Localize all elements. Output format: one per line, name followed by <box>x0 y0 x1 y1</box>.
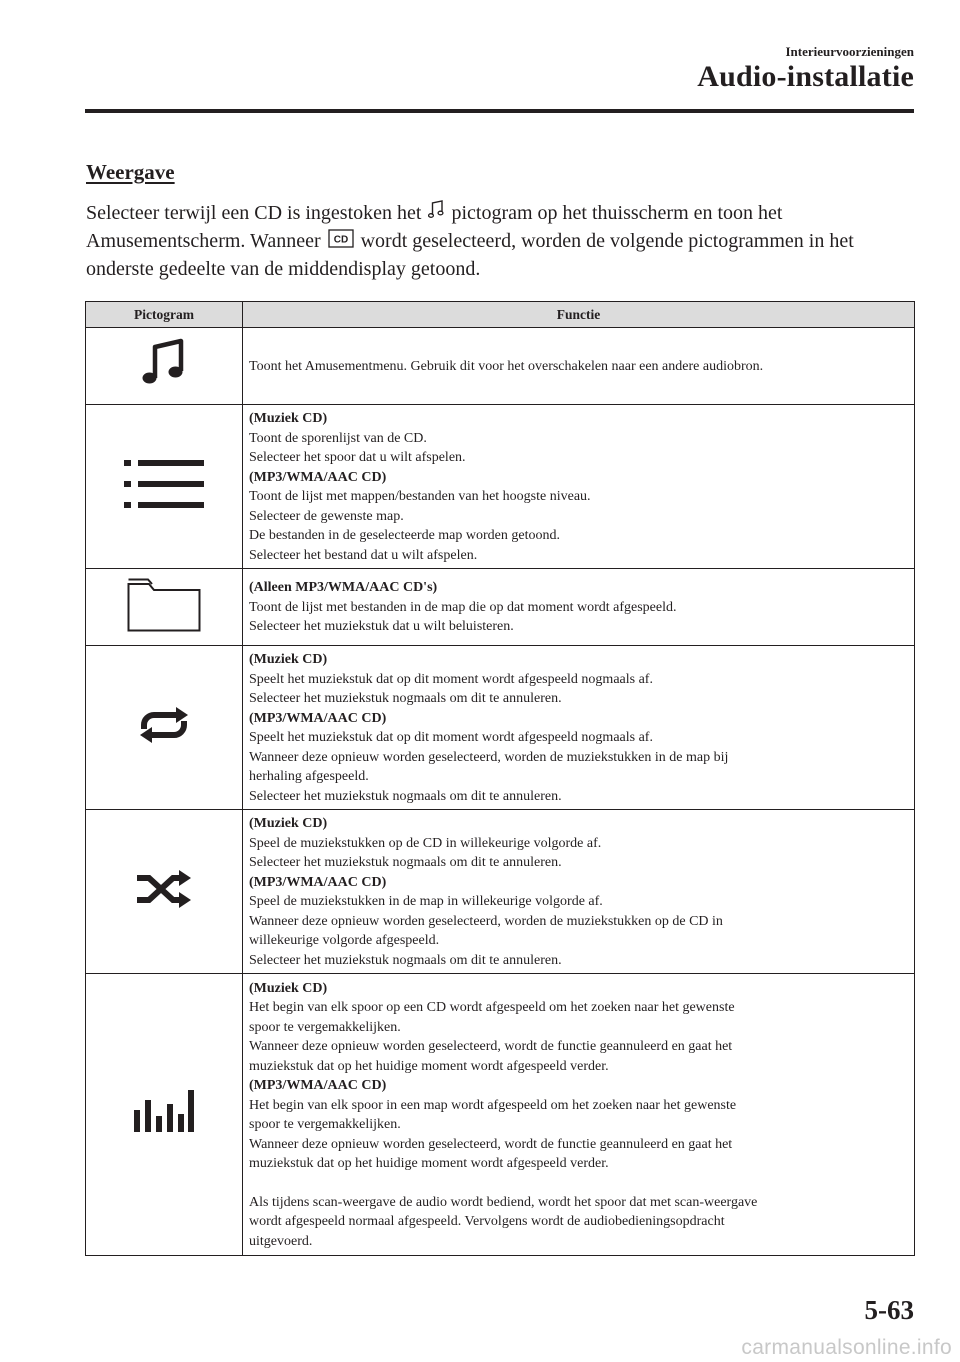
function-text: Speel de muziekstukken op de CD in willekeurige volgorde af. <box>249 835 602 851</box>
function-text: Selecteer het muziekstuk nogmaals om dit te annuleren. <box>249 788 562 804</box>
pictogram-cell <box>86 328 243 405</box>
function-text: Toont de lijst met bestanden in de map die op dat moment wordt afgespeeld. <box>249 599 677 615</box>
pictogram-cell <box>86 810 243 974</box>
function-text: spoor te vergemakkelijken. <box>249 1117 401 1133</box>
function-text: Het begin van elk spoor in een map wordt afgespeeld om het zoeken naar het gewenste <box>249 1097 737 1113</box>
function-text: Selecteer het muziekstuk dat u wilt beluisteren. <box>249 619 514 635</box>
function-text: wordt afgespeeld normaal afgespeeld. Vervolgens wordt de audiobedieningsopdracht <box>249 1214 725 1230</box>
music-note-icon <box>142 377 186 394</box>
function-text: Het begin van elk spoor op een CD wordt afgespeeld om het zoeken naar het gewenste <box>249 1000 735 1016</box>
media-type-label: (MP3/WMA/AAC CD) <box>249 1078 387 1094</box>
function-text: muziekstuk dat op het huidige moment wordt afgespeeld verder. <box>249 1058 609 1074</box>
function-text: Selecteer het bestand dat u wilt afspelen. <box>249 547 478 563</box>
function-cell <box>243 328 915 405</box>
function-cell <box>243 405 915 569</box>
table-row <box>86 328 915 405</box>
intro-paragraph <box>86 199 916 282</box>
media-type-label: (MP3/WMA/AAC CD) <box>249 874 387 890</box>
function-cell <box>243 974 915 1256</box>
header-rule <box>85 109 914 113</box>
pictogram-cell <box>86 405 243 569</box>
media-type-label: (MP3/WMA/AAC CD) <box>249 710 387 726</box>
function-text: Toont de lijst met mappen/bestanden van het hoogste niveau. <box>249 489 591 504</box>
media-type-label: (Muziek CD) <box>249 652 328 667</box>
intro-text-2: pictogram op het thuisscherm en toon het Amusementscherm. Wanneer <box>86 202 783 252</box>
pictogram-cell <box>86 646 243 810</box>
table-row <box>86 974 915 1256</box>
function-text: Speelt het muziekstuk dat op dit moment wordt afgespeeld nogmaals af. <box>249 671 653 687</box>
paragraph-gap <box>249 1174 908 1193</box>
pictogram-cell <box>86 569 243 646</box>
table-header-row <box>86 302 915 328</box>
function-text: willekeurige volgorde afgespeeld. <box>249 933 440 948</box>
section-heading: Weergave <box>86 160 175 184</box>
music-note-icon <box>428 199 444 228</box>
table-row <box>86 569 915 646</box>
function-text: Als tijdens scan-weergave de audio wordt bediend, wordt het spoor dat met scan-weergave <box>249 1194 758 1210</box>
function-text: herhaling afgespeeld. <box>249 769 369 784</box>
table-row <box>86 646 915 810</box>
function-text: uitgevoerd. <box>249 1233 313 1249</box>
repeat-icon <box>136 732 192 749</box>
header-functie: Functie <box>243 302 915 328</box>
intro-text-3: wordt geselecteerd, worden de volgende pictogrammen in het onderste gedeelte van de middendisplay getoond. <box>86 230 854 280</box>
scan-icon <box>134 1123 194 1140</box>
folder-icon <box>127 619 201 636</box>
function-text: Selecteer het muziekstuk nogmaals om dit te annuleren. <box>249 952 562 968</box>
function-text: Selecteer het spoor dat u wilt afspelen. <box>249 450 466 465</box>
list-icon <box>124 497 204 514</box>
function-cell <box>243 810 915 974</box>
function-text: Wanneer deze opnieuw worden geselecteerd, worden de muziekstukken op de CD in <box>249 913 723 929</box>
function-text: Selecteer de gewenste map. <box>249 508 404 524</box>
function-text: Wanneer deze opnieuw worden geselecteerd, wordt de functie geannuleerd en gaat het <box>249 1136 733 1152</box>
header-pictogram: Pictogram <box>86 302 243 328</box>
media-type-label: (Muziek CD) <box>249 980 328 996</box>
function-text: Toont het Amusementmenu. Gebruik dit voor het overschakelen naar een andere audiobron. <box>249 358 764 374</box>
function-text: Selecteer het muziekstuk nogmaals om dit te annuleren. <box>249 691 562 706</box>
table-row <box>86 810 915 974</box>
table-body <box>86 328 915 1256</box>
function-text: muziekstuk dat op het huidige moment wordt afgespeeld verder. <box>249 1156 609 1172</box>
svg-text:CD: CD <box>333 234 348 246</box>
pictogram-table <box>85 301 915 1256</box>
page-number: 5-63 <box>864 1295 914 1325</box>
shuffle-icon <box>135 897 193 914</box>
function-text: De bestanden in de geselecteerde map worden getoond. <box>249 528 560 543</box>
function-text: Wanneer deze opnieuw worden geselecteerd, wordt de functie geannuleerd en gaat het <box>249 1039 733 1055</box>
running-header-section: Interieurvoorzieningen <box>785 44 914 59</box>
function-text: Toont de sporenlijst van de CD. <box>249 430 427 446</box>
function-text: Speel de muziekstukken in de map in willekeurige volgorde af. <box>249 894 603 909</box>
function-cell <box>243 569 915 646</box>
watermark: carmanualsonline.info <box>741 1336 952 1359</box>
function-text: Wanneer deze opnieuw worden geselecteerd, worden de muziekstukken in de map bij <box>249 749 729 765</box>
cd-icon <box>328 229 354 256</box>
function-text: spoor te vergemakkelijken. <box>249 1019 401 1035</box>
function-text: Speelt het muziekstuk dat op dit moment wordt afgespeeld nogmaals af. <box>249 730 653 745</box>
media-type-label: (MP3/WMA/AAC CD) <box>249 469 387 485</box>
media-type-label: (Muziek CD) <box>249 816 328 831</box>
media-type-label: (Alleen MP3/WMA/AAC CD's) <box>249 580 438 596</box>
function-text: Selecteer het muziekstuk nogmaals om dit te annuleren. <box>249 855 562 870</box>
function-cell <box>243 646 915 810</box>
running-header-title: Audio-installatie <box>697 60 914 93</box>
intro-text-1: Selecteer terwijl een CD is ingestoken het <box>86 202 422 224</box>
table-row <box>86 405 915 569</box>
pictogram-cell <box>86 974 243 1256</box>
media-type-label: (Muziek CD) <box>249 411 328 426</box>
